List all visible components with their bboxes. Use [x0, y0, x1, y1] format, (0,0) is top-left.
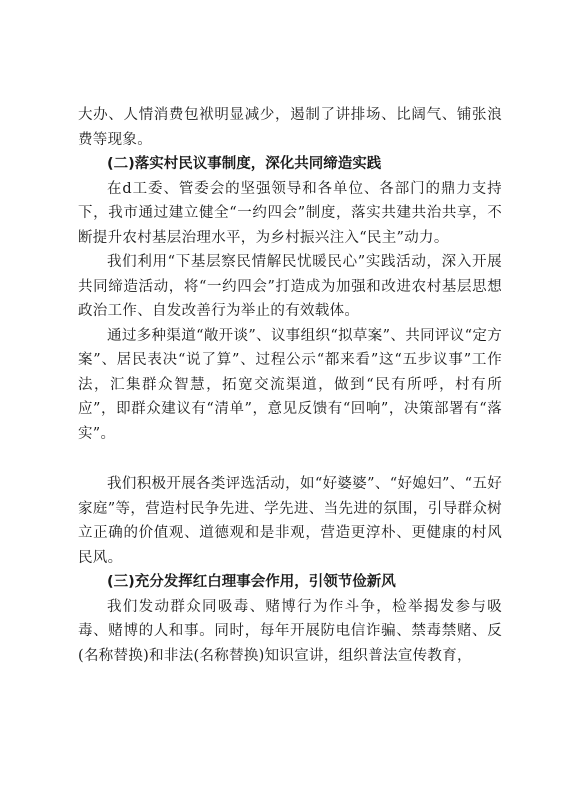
- paragraph-spacer: [78, 446, 502, 472]
- paragraph-2-2: 我们利用“下基层察民情解民忧暖民心”实践活动，深入开展共同缔造活动，将“一约四会”打造成为加强和改进农村基层思想政治工作、自发改善行为举止的有效载体。: [78, 254, 502, 319]
- document-body: [78, 103, 502, 668]
- paragraph-3-1: 我们发动群众同吸毒、赌博行为作斗争，检举揭发参与吸毒、赌博的人和事。同时，每年开展防电信诈骗、禁毒禁赌、反(名称替换)和非法(名称替换)知识宣讲，组织普法宣传教育，: [78, 598, 502, 664]
- section-heading-2: (二)落实村民议事制度，深化共同缔造实践: [107, 156, 382, 172]
- paragraph-2-3: 通过多种渠道“敞开谈”、议事组织“拟草案”、共同评议“定方案”、居民表决“说了算”、过程公示“都来看”这“五步议事”工作法，汇集群众智慧，拓宽交流渠道，做到“民有所呼，村有所应”，即群众建议有“清单”，意见反馈有“回响”，决策部署有“落实”。: [78, 327, 502, 442]
- paragraph-2-4: 我们积极开展各类评选活动，如“好婆婆”、“好媳妇”、“五好家庭”等，营造村民争先进、学先进、当先进的氛围，引导群众树立正确的价值观、道德观和是非观，营造更淳朴、更健康的村风民风。: [78, 476, 502, 566]
- paragraph-intro: 大办、人情消费包袱明显减少，遏制了讲排场、比阔气、铺张浪费等现象。: [78, 107, 502, 148]
- paragraph-2-1: 在d工委、管委会的坚强领导和各单位、各部门的鼎力支持下，我市通过建立健全“一约四会”制度，落实共建共治共享，不断提升农村基层治理水平，为乡村振兴注入“民主”动力。: [78, 180, 502, 246]
- section-heading-3: (三)充分发挥红白理事会作用，引领节俭新风: [107, 574, 396, 590]
